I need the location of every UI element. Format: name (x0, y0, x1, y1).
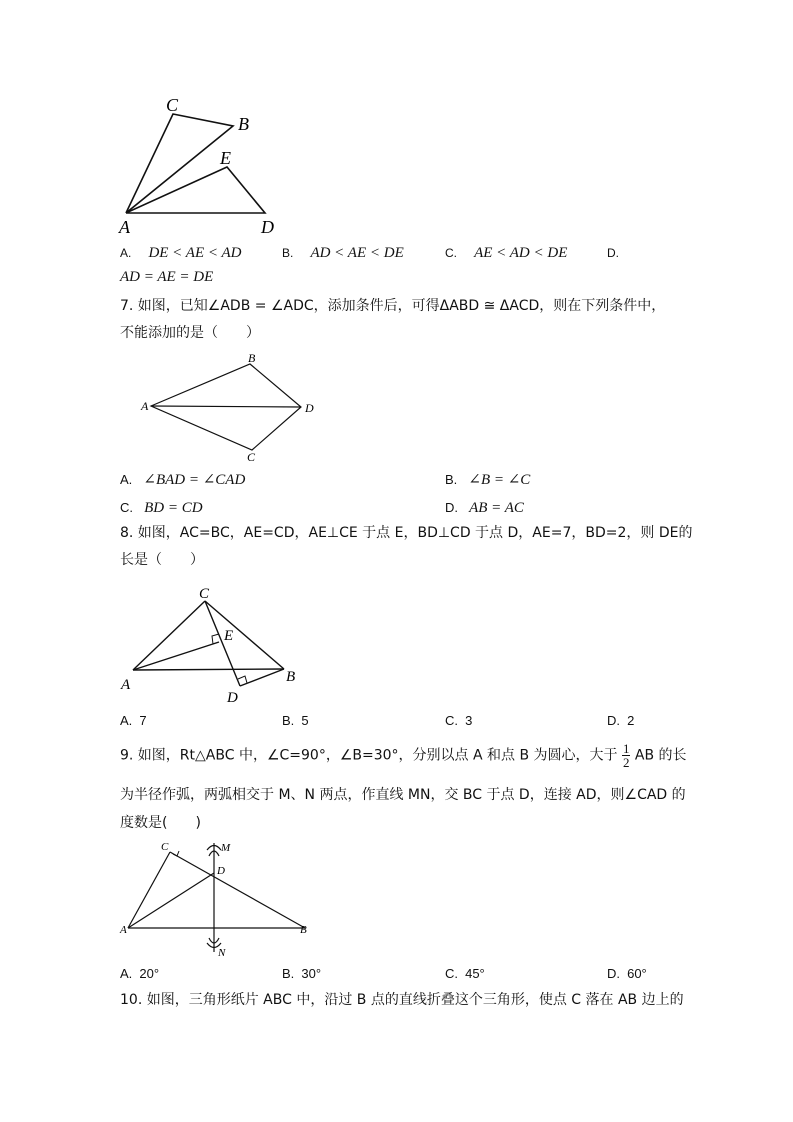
q6-label-c: C (166, 95, 179, 115)
q7-option-a-text: ∠BAD = ∠CAD (143, 472, 246, 488)
q9-option-a[interactable] (120, 963, 159, 982)
q8-stem-line1: 8. 如图，AC=BC，AE=CD，AE⊥CE 于点 E，BD⊥CD 于点 D，AE=7，BD=2，则 DE的 (120, 525, 693, 541)
q8-label-a: A (121, 677, 131, 693)
q8-option-a-text: 7 (139, 713, 147, 728)
q7-option-b-letter: B. (445, 472, 458, 487)
q7-label-c: C (247, 450, 256, 464)
q9-option-c[interactable] (445, 963, 485, 982)
q9-option-b[interactable] (282, 963, 321, 982)
q7-option-c-letter: C. (120, 500, 133, 515)
q8-option-c-text: 3 (465, 713, 473, 728)
q7-label-a: A (141, 399, 149, 413)
q9-option-c-letter: C. (445, 966, 458, 981)
q6-option-a-letter: A. (120, 246, 132, 260)
q9-stem-line3: 度数是( ) (120, 815, 201, 831)
q9-option-d-text: 60° (627, 966, 647, 981)
q7-stem-line1: 7. 如图，已知∠ADB = ∠ADC，添加条件后，可得ΔABD ≅ ΔACD，则在下列条件中， (120, 298, 666, 314)
q7-option-b-text: ∠B = ∠C (468, 472, 531, 488)
q9-label-c: C (161, 841, 169, 853)
q9-stem-line1-b: AB 的长 (634, 747, 687, 764)
q9-stem-line1-a: 9. 如图，Rt△ABC 中，∠C=90°，∠B=30°，分别以点 A 和点 B 为圆心，大于 (120, 747, 618, 764)
q6-option-d-letter: D. (607, 246, 619, 260)
q8-label-b: B (286, 669, 296, 685)
q9-label-b: B (300, 924, 307, 936)
q8-stem-line2: 长是（ ） (120, 552, 204, 568)
q6-option-c-text: AE < AD < DE (474, 245, 568, 261)
q9-option-a-text: 20° (139, 966, 160, 981)
q9-label-n: N (218, 947, 226, 959)
q6-label-a: A (119, 217, 130, 237)
q8-option-d-text: 2 (627, 713, 635, 728)
q9-option-c-text: 45° (465, 966, 485, 981)
q6-label-d: D (261, 217, 274, 237)
q9-fraction-numerator: 1 (622, 741, 630, 756)
q8-option-c-letter: C. (445, 713, 458, 728)
q9-label-d: D (217, 865, 225, 877)
q9-option-b-letter: B. (282, 966, 295, 981)
q7-option-d-letter: D. (445, 500, 458, 515)
q8-option-b-text: 5 (301, 713, 309, 728)
q7-label-d: D (305, 401, 314, 415)
q8-option-d-letter: D. (607, 713, 620, 728)
q6-label-b: B (238, 114, 249, 134)
q9-option-d[interactable] (607, 963, 647, 982)
q9-stem-line2: 为半径作弧，两弧相交于 M、N 两点，作直线 MN，交 BC 于点 D，连接 AD，则∠CAD 的 (120, 787, 686, 803)
q9-fraction-denominator: 2 (622, 755, 630, 770)
q6-option-b-text: AD < AE < DE (310, 245, 404, 261)
q7-option-c-text: BD = CD (144, 500, 203, 516)
q7-option-a-letter: A. (120, 472, 133, 487)
q8-label-c: C (199, 586, 210, 602)
q6-option-b-letter: B. (282, 246, 294, 260)
q8-option-b-letter: B. (282, 713, 295, 728)
q9-label-m: M (221, 842, 231, 854)
q8-label-e: E (224, 628, 234, 644)
q9-option-a-letter: A. (120, 966, 133, 981)
q9-label-a: A (120, 924, 127, 936)
q8-option-a-letter: A. (120, 713, 133, 728)
q9-option-b-text: 30° (301, 966, 322, 981)
q10-stem-line1: 10. 如图，三角形纸片 ABC 中，沿过 B 点的直线折叠这个三角形，使点 C 落在 AB 边上的 (120, 992, 684, 1008)
q9-option-d-letter: D. (607, 966, 620, 981)
q6-option-c-letter: C. (445, 246, 457, 260)
q6-label-e: E (220, 148, 231, 168)
q7-stem-line2: 不能添加的是（ ） (120, 325, 260, 341)
q7-option-d-text: AB = AC (469, 500, 524, 516)
q8-label-d: D (227, 690, 238, 706)
q7-label-b: B (248, 351, 256, 365)
q6-option-a-text: DE < AE < AD (148, 245, 242, 261)
q6-option-d-text: AD = AE = DE (120, 269, 214, 285)
